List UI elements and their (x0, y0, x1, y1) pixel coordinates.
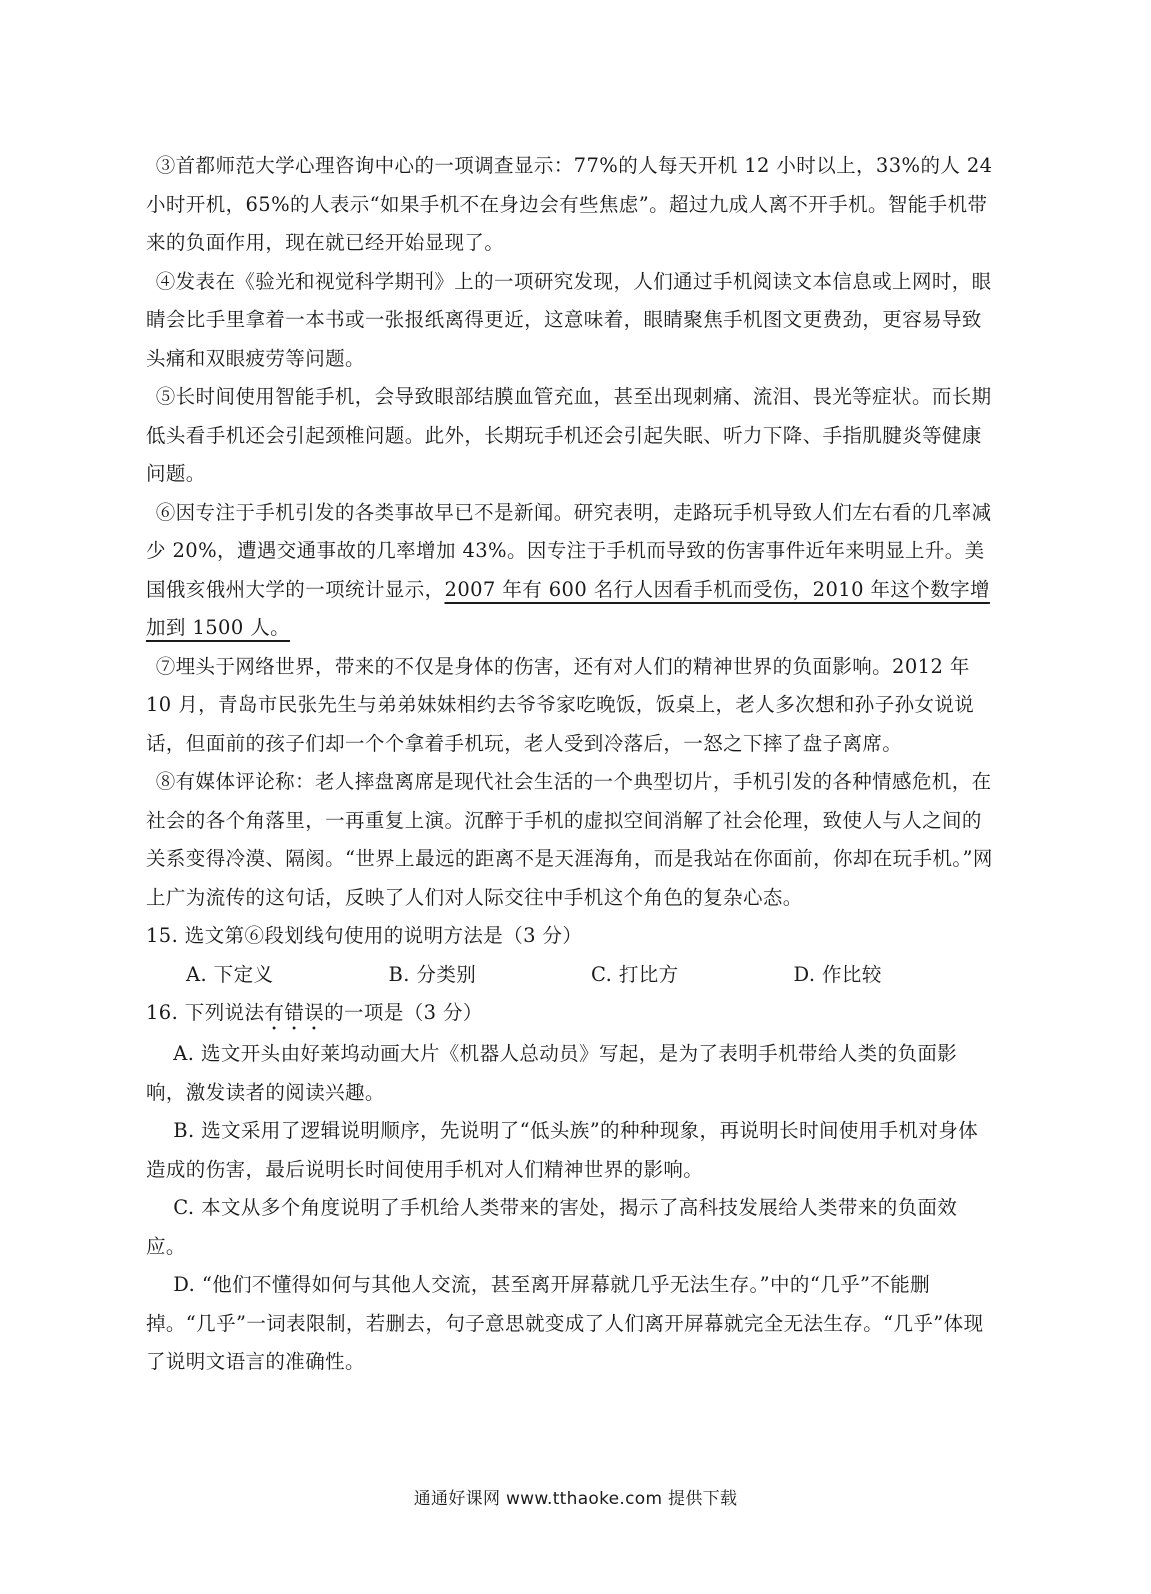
q16-stem-emphasis: 有错误 (264, 1001, 325, 1024)
question-15-options (146, 956, 996, 995)
paragraph-3: ③首都师范大学心理咨询中心的一项调查显示：77%的人每天开机 12 小时以上，33%的人 24 小时开机，65%的人表示“如果手机不在身边会有些焦虑”。超过九成人离不开手机。智能手机带来的负面作用，现在就已经开始显现了。 (146, 154, 993, 254)
q16-option-b: B. 选文采用了逻辑说明顺序，先说明了“低头族”的种种现象，再说明长时间使用手机对身体造成的伤害，最后说明长时间使用手机对人们精神世界的影响。 (146, 1119, 979, 1181)
paragraph-6 (146, 494, 996, 648)
page-footer: 通通好课网 www.tthaoke.com 提供下载 (413, 1489, 738, 1509)
q15-option-c: C. 打比方 (591, 962, 679, 986)
paragraph-7: ⑦埋头于网络世界，带来的不仅是身体的伤害，还有对人们的精神世界的负面影响。2012 年 10 月，青岛市民张先生与弟弟妹妹相约去爷爷家吃晚饭，饭桌上，老人多次想和孙子孙女说说话，但面前的孩子们却一个个拿着手机玩，老人受到冷落后，一怒之下摔了盘子离席。 (146, 654, 975, 755)
q16-option-c: C. 本文从多个角度说明了手机给人类带来的害处，揭示了高科技发展给人类带来的负面效应。 (146, 1196, 958, 1258)
q16-option-d: D. “他们不懂得如何与其他人交流，甚至离开屏幕就几乎无法生存。”中的“几乎”不能删掉。“几乎”一词表限制，若删去，句子意思就变成了人们离开屏幕就完全无法生存。“几乎”体现了说明文语言的准确性。 (146, 1273, 984, 1373)
q15-option-d: D. 作比较 (793, 962, 882, 986)
page-content (146, 147, 996, 1382)
paragraph-8: ⑧有媒体评论称：老人摔盘离席是现代社会生活的一个典型切片，手机引发的各种情感危机，在社会的各个角落里，一再重复上演。沉醉于手机的虚拟空间消解了社会伦理，致使人与人之间的关系变得冷漠、隔阂。“世界上最远的距离不是天涯海角，而是我站在你面前，你却在玩手机。”网上广为流传的这句话，反映了人们对人际交往中手机这个角色的复杂心态。 (146, 770, 993, 909)
q16-option-a: A. 选文开头由好莱坞动画大片《机器人总动员》写起，是为了表明手机带给人类的负面影响，激发读者的阅读兴趣。 (146, 1042, 958, 1104)
paragraph-5: ⑤长时间使用智能手机，会导致眼部结膜血管充血，甚至出现刺痛、流泪、畏光等症状。而长期低头看手机还会引起颈椎问题。此外，长期玩手机还会引起失眠、听力下降、手指肌腱炎等健康问题。 (146, 385, 992, 485)
paragraph-4: ④发表在《验光和视觉科学期刊》上的一项研究发现，人们通过手机阅读文本信息或上网时，眼睛会比手里拿着一本书或一张报纸离得更近，这意味着，眼睛聚焦手机图文更费劲，更容易导致头痛和双眼疲劳等问题。 (146, 269, 992, 370)
paragraph-6-text: ⑥因专注于手机引发的各类事故早已不是新闻。研究表明，走路玩手机导致人们左右看的几率减少 20%，遭遇交通事故的几率增加 43%。因专注于手机而导致的伤害事件近年来明显上升。美国俄亥俄州大学的一项统计显示， (146, 500, 992, 601)
q16-stem-start: 16. 下列说法 (146, 1001, 265, 1024)
q15-option-b: B. 分类别 (388, 962, 477, 986)
question-16-stem (146, 994, 996, 1035)
question-15-stem: 15. 选文第⑥段划线句使用的说明方法是（3 分） (146, 924, 583, 947)
underlined-sentence: 2007 年有 600 名行人因看手机而受伤，2010 年这个数字增加到 1500 人。 (146, 577, 990, 639)
q15-option-a: A. 下定义 (186, 962, 274, 986)
q16-stem-end: 的一项是（3 分） (324, 1001, 483, 1024)
